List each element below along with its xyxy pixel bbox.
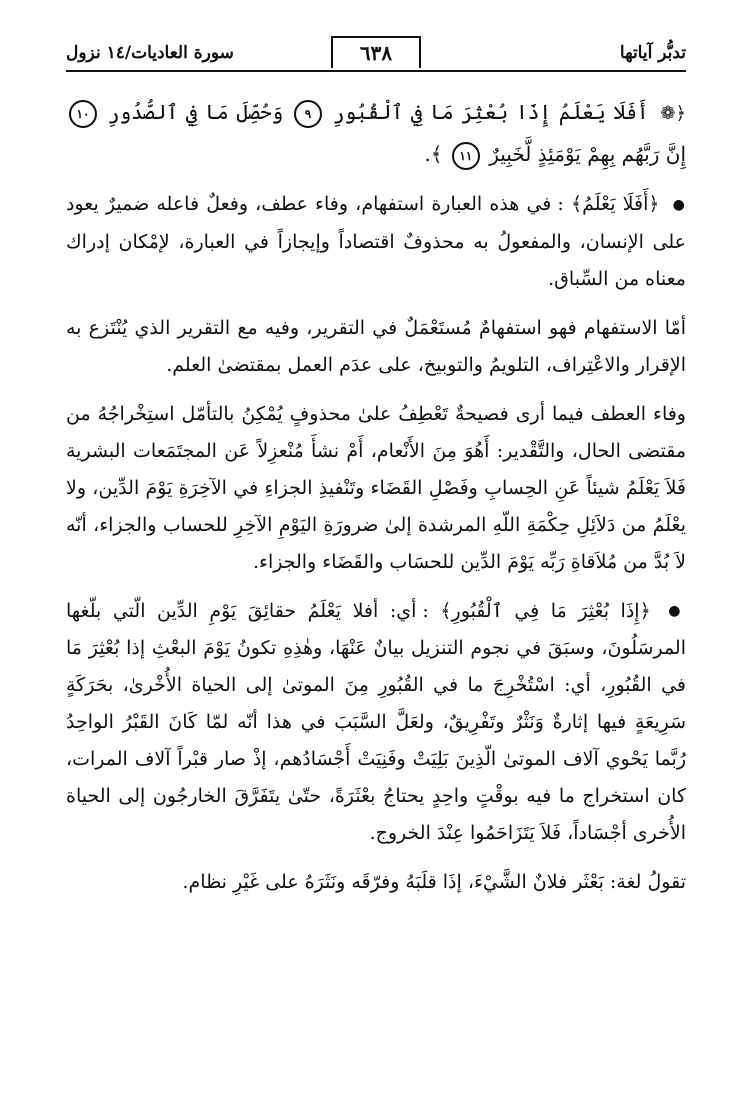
ayah-number-10: ١٠: [69, 100, 97, 128]
quoted-verse: ﴿أَفَلَا يَعْلَمُ﴾: [570, 193, 660, 215]
bullet-icon: ●: [672, 196, 686, 213]
paragraph-1: [66, 186, 686, 298]
paragraph-3: وفاء العطف فيما أرى فصيحةٌ تَعْطِفُ علىٰ محذوفٍ يُمْكِنُ بالتأمّل استِخْراجُهُ من مقتضى الحال، والتَّقْدير: أَهُوَ مِنَ الأَنْعام، أَمْ نشأَ مُنْعزِلاً عَن المجتَمَعات البشرية فَلاَ يَعْلَمُ شيئاً عَنِ الحِسابِ وفَصْلِ القَضَاء وتَنْفيذِ الجزاءِ في الآخِرَةِ يَوْمَ الدِّين، ولا يعْلَمُ من دَلاَئِلِ حِكْمَةِ اللّهِ المرشدة إلىٰ ضرورَةِ اليَوْمِ الآخِرِ للحساب والجزاء، أنّه لاَ بُدَّ من مُلاَقاةِ رَبِّه يَوْمَ الدِّين للحسَاب والقَضَاء والجزاء.: [66, 402, 686, 573]
verse-text-9: أَفَلَا يَعْلَمُ إِذَا بُعْثِرَ مَا فِي ٱلْقُبُورِ: [332, 100, 649, 124]
verse-text-10: وَحُصِّلَ مَا فِي ٱلصُّدُورِ: [107, 100, 284, 124]
page-content: [66, 92, 686, 913]
paragraph-text: : في هذه العبارة استفهام، وفاء عطف، وفعلٌ فاعله ضميرٌ يعود على الإنسان، والمفعولُ به محذوفٌ اقتصاداً وإيجازاً في العبارة، لإمْكان إدراك معناه من السِّباق.: [66, 193, 686, 290]
header-book-title: تدبُّر آياتها: [619, 43, 686, 63]
header-rule: [66, 70, 686, 72]
ayah-number-9: ٩: [294, 100, 322, 128]
verse-ornament: ﴿❁: [660, 103, 687, 124]
verse-closing: ﴾.: [424, 142, 443, 166]
verse-text-11: إِنَّ رَبَّهُم بِهِمْ يَوْمَئِذٍ لَّخَبِيرٌ: [489, 142, 686, 166]
page-header: [66, 36, 686, 70]
paragraph-4: [66, 593, 686, 853]
ayah-number-11: ١١: [452, 142, 480, 170]
paragraph-5: تقولُ لغة: بَعْثَر فلانٌ الشَّيْءَ، إذَا قلَبَهُ وفرّقَه ونَثَرَهُ على غَيْرِ نظام.: [182, 871, 686, 893]
quoted-verse: ﴿إِذَا بُعْثِرَ مَا فِي ٱلْقُبُورِ﴾: [440, 599, 651, 622]
header-surah-title: سورة العاديات/١٤ نزول: [66, 43, 234, 63]
page-number: ٦٣٨: [331, 36, 421, 68]
paragraph-text: : أي: أفلا يَعْلَمُ حقائِقَ يَوْمِ الدِّين الّتي بلّغها المرسَلُونَ، وسبَقَ في نجوم التنزيل بيانٌ عَنْهَا، وهٰذِهِ تكونُ يَوْمَ البعْثِ إذا بُعْثِرَ مَا في القُبُورِ، أي: اسْتُخْرِجَ ما في القُبُورِ مِنَ الموتىٰ إلى الحياة الأُخْرىٰ، بحَرَكَةٍ سَرِيعَةٍ فيها إثارةٌ وَنَثْرٌ وتَفْرِيقٌ، ولعَلَّ السَّبَبَ في هذا أنّه لمّا كَانَ القَبْرُ الواحِدُ رُبَّما يَحْوي آلاف الموتىٰ الّذِينَ بَلِيَتْ وفَنِيَتْ أَجْسَادُهم، إذْ صار قبْراً آلاف المرات، كان استخراج ما فيه بوقْتٍ واحِدٍ يحتاجُ بعْثَرَةً، حتّىٰ يتَفَرَّقَ الخارجُون إلى الحياة الأُخرى أجْسَاداً، فَلاَ يَتَزَاحَمُوا عِنْدَ الخروج.: [66, 599, 686, 844]
paragraph-2: أمّا الاستفهام فهو استفهامٌ مُستَعْمَلٌ في التقرير، وفيه مع التقرير الذي يُنْتَزع به الإقرار والاعْتِراف، التلويمُ والتوبيخ، على عدَم العمل بمقتضىٰ العلم.: [66, 316, 686, 376]
bullet-icon: ●: [668, 603, 686, 619]
quran-verse-block: [66, 92, 686, 174]
